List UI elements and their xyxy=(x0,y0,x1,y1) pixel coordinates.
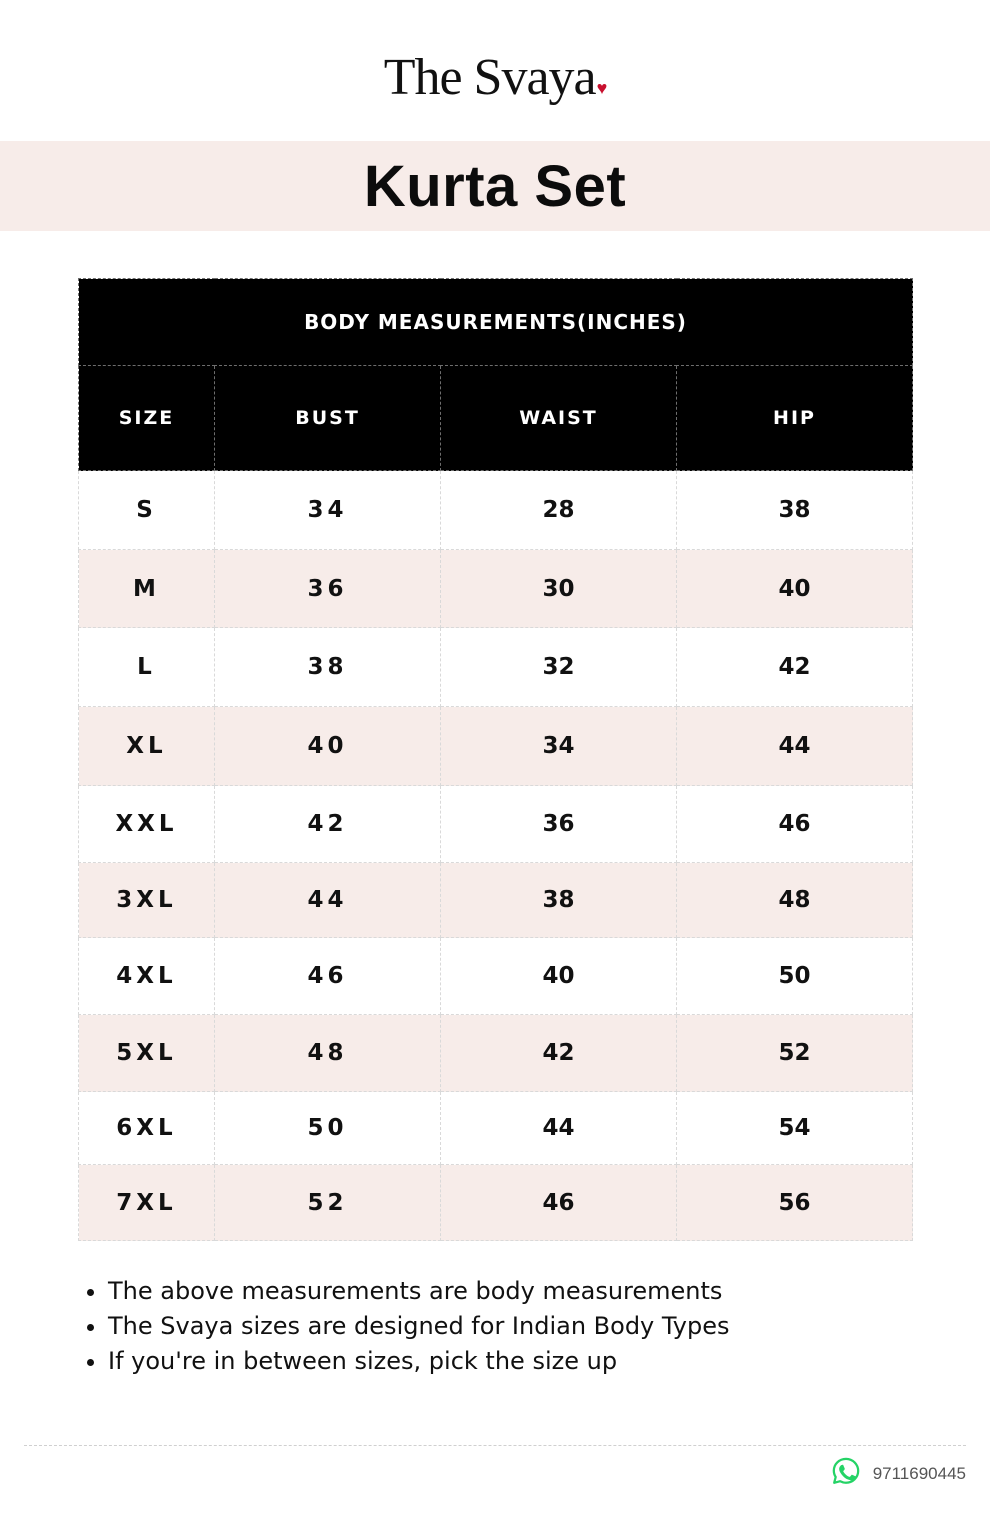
table-row xyxy=(79,786,913,863)
size-cell: 4XL xyxy=(79,938,215,1015)
table-row xyxy=(79,1165,913,1241)
bust-cell: 36 xyxy=(215,550,441,628)
bust-cell: 48 xyxy=(215,1015,441,1092)
table-row xyxy=(79,550,913,628)
title-band xyxy=(0,141,990,231)
waist-cell: 28 xyxy=(441,471,677,550)
waist-cell: 38 xyxy=(441,863,677,938)
note-item: • If you're in between sizes, pick the size up xyxy=(108,1344,730,1379)
column-header-bust: BUST xyxy=(215,366,441,471)
waist-cell: 32 xyxy=(441,628,677,707)
hip-cell: 40 xyxy=(677,550,913,628)
brand-logo-text: The Svaya xyxy=(383,49,596,106)
column-header-waist: WAIST xyxy=(441,366,677,471)
hip-cell: 38 xyxy=(677,471,913,550)
phone-number[interactable]: 9711690445 xyxy=(872,1463,966,1483)
waist-cell: 44 xyxy=(441,1092,677,1165)
heart-icon: ♥ xyxy=(596,78,607,98)
footer-divider xyxy=(24,1445,966,1446)
waist-cell: 46 xyxy=(441,1165,677,1241)
size-cell: L xyxy=(79,628,215,707)
table-row xyxy=(79,938,913,1015)
whatsapp-icon[interactable] xyxy=(831,1456,861,1491)
contact-info[interactable] xyxy=(831,1456,966,1491)
hip-cell: 52 xyxy=(677,1015,913,1092)
bust-cell: 46 xyxy=(215,938,441,1015)
bust-cell: 50 xyxy=(215,1092,441,1165)
hip-cell: 46 xyxy=(677,786,913,863)
bust-cell: 44 xyxy=(215,863,441,938)
column-header-row xyxy=(79,366,913,471)
group-header-row xyxy=(79,279,913,366)
size-table xyxy=(78,278,913,1241)
size-cell: 5XL xyxy=(79,1015,215,1092)
size-cell: 7XL xyxy=(79,1165,215,1241)
waist-cell: 34 xyxy=(441,707,677,786)
bust-cell: 38 xyxy=(215,628,441,707)
group-header: BODY MEASUREMENTS(INCHES) xyxy=(79,279,913,366)
table-row xyxy=(79,628,913,707)
table-row xyxy=(79,1092,913,1165)
page-title: Kurta Set xyxy=(363,153,627,219)
table-row xyxy=(79,1015,913,1092)
note-item: • The above measurements are body measurements xyxy=(108,1274,730,1309)
column-header-size: SIZE xyxy=(79,366,215,471)
note-item: • The Svaya sizes are designed for Indian Body Types xyxy=(108,1309,730,1344)
size-cell: S xyxy=(79,471,215,550)
hip-cell: 42 xyxy=(677,628,913,707)
bust-cell: 42 xyxy=(215,786,441,863)
waist-cell: 40 xyxy=(441,938,677,1015)
size-cell: XL xyxy=(79,707,215,786)
size-cell: XXL xyxy=(79,786,215,863)
size-cell: M xyxy=(79,550,215,628)
bust-cell: 52 xyxy=(215,1165,441,1241)
hip-cell: 48 xyxy=(677,863,913,938)
hip-cell: 54 xyxy=(677,1092,913,1165)
hip-cell: 56 xyxy=(677,1165,913,1241)
table-row xyxy=(79,471,913,550)
brand-logo xyxy=(0,48,990,118)
waist-cell: 30 xyxy=(441,550,677,628)
bust-cell: 34 xyxy=(215,471,441,550)
hip-cell: 44 xyxy=(677,707,913,786)
size-cell: 6XL xyxy=(79,1092,215,1165)
size-cell: 3XL xyxy=(79,863,215,938)
bust-cell: 40 xyxy=(215,707,441,786)
table-row xyxy=(79,707,913,786)
column-header-hip: HIP xyxy=(677,366,913,471)
table-row xyxy=(79,863,913,938)
waist-cell: 36 xyxy=(441,786,677,863)
notes-list xyxy=(78,1274,730,1379)
waist-cell: 42 xyxy=(441,1015,677,1092)
size-chart xyxy=(78,278,912,1241)
hip-cell: 50 xyxy=(677,938,913,1015)
